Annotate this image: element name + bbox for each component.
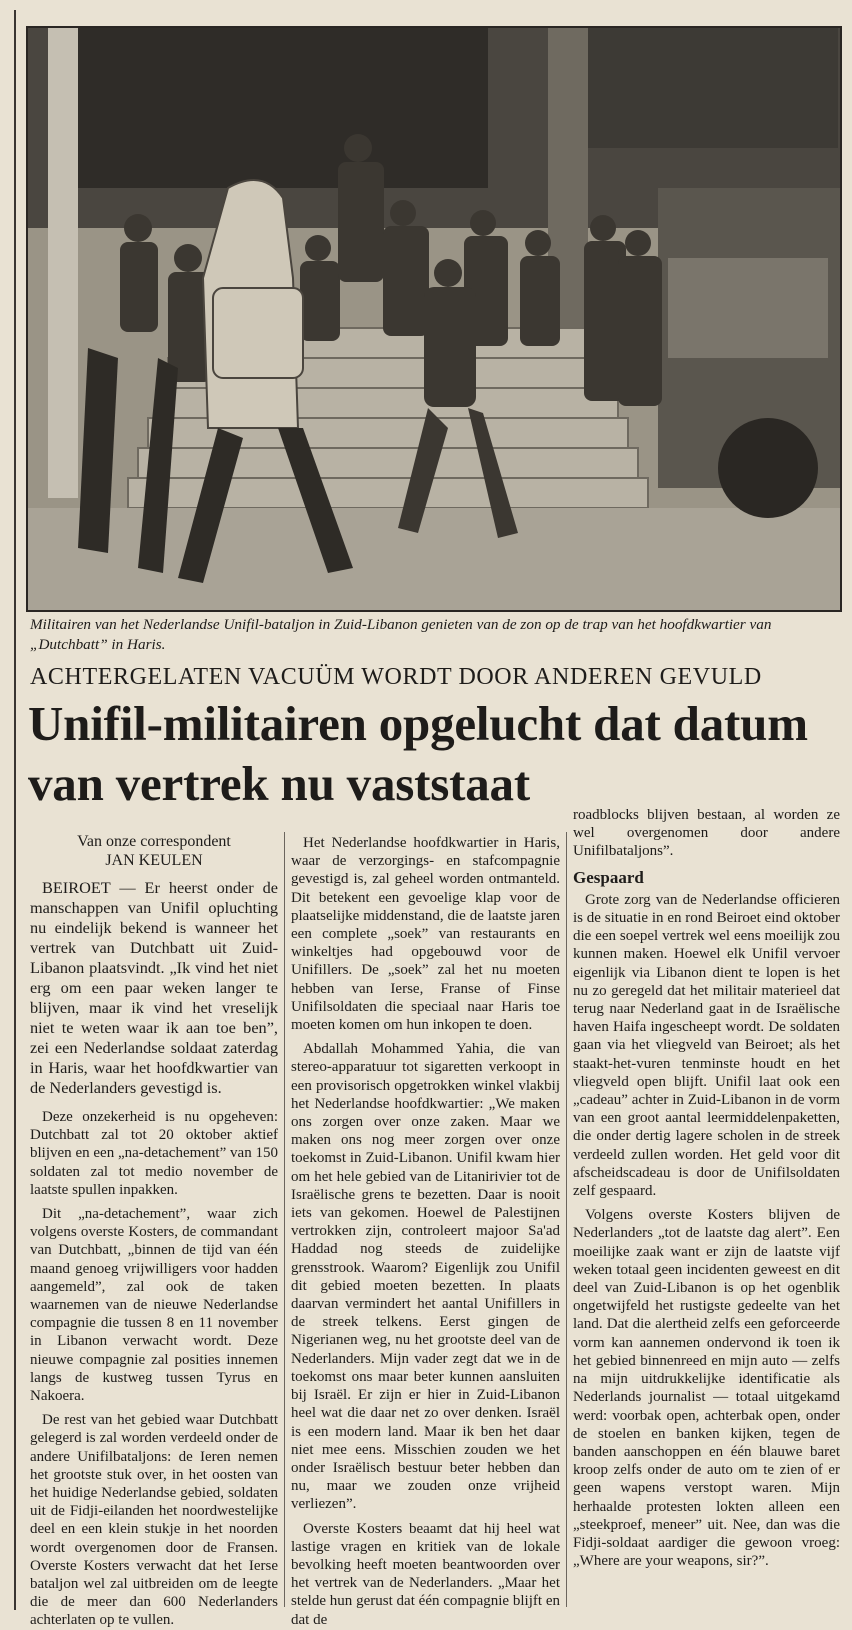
column-rule xyxy=(284,832,285,1607)
main-headline: Unifil-militairen opgelucht dat datum van vertrek nu vaststaat xyxy=(28,696,808,811)
soldiers-on-stairs-photo xyxy=(28,28,840,610)
paragraph: Deze onzekerheid is nu opgeheven: Dutchbatt zal tot 20 oktober aktief blijven en een „na-detachement” van 150 soldaten zal tot medio november de laatste spullen inpakken. xyxy=(30,1109,278,1198)
paragraph: Overste Kosters beaamt dat hij heel wat lastige vragen en kritiek van de lokale bevolking heeft moeten beantwoorden over het vertrek van de Nederlanders. „Maar het stelde hun gerust dat één compagnie blijft en dat de xyxy=(291,1520,560,1628)
paragraph: Het Nederlandse hoofdkwartier in Haris, waar de verzorgings- en stafcompagnie gevestigd is, zal geheel worden ontmanteld. Dit betekent een gevoelige klap voor de plaatselijke middenstand, die de laatste jaren een complete „soek” van restaurants en winkeltjes had opgebouwd voor de Unifillers. De „soek” zal het nu moeten hebben van Ierse, Franse of Finse Unifilsoldaten die speciaal naar Haris toe moeten komen om hun inkopen te doen. xyxy=(291,835,560,1034)
article-column-1 xyxy=(30,832,278,1630)
lead-paragraph: BEIROET — Er heerst onder de manschappen van Unifil opluchting nu eindelijk bekend is wanneer het vertrek van Dutchbatt uit Zuid-Libanon plaatsvindt. „Ik vind het niet erg om een paar weken langer te blijven, maar ik vind het vreselijk niet te weten waar ik aan toe ben”, zei een Nederlandse soldaat zaterdag in Haris, waar het hoofdkwartier van de Nederlanders gevestigd is. xyxy=(30,878,278,1097)
paragraph: De rest van het gebied waar Dutchbatt gelegerd is zal worden verdeeld onder de andere Unifilbataljons: de Ieren nemen het grootste stuk over, in het oosten van het huidige Nederlandse gebied, soldaten uit de Fidji-eilanden het noordwestelijke deel en een klein stukje in het noorden wordt overgenomen door de Fransen. Overste Kosters verwacht dat het Ierse bataljon wel zal uitbreiden om de leegte die de meer dan 600 Nederlanders achterlaten op te vullen. xyxy=(30,1412,278,1629)
byline-role: Van onze correspondent xyxy=(77,833,231,850)
photo-caption: Militairen van het Nederlandse Unifil-bataljon in Zuid-Libanon genieten van de zon op de trap van het hoofdkwartier van „Dutchbatt” in Haris. xyxy=(30,616,772,653)
kicker-headline: ACHTERGELATEN VACUÜM WORDT DOOR ANDEREN GEVULD xyxy=(30,664,762,690)
paragraph: Abdallah Mohammed Yahia, die van stereo-apparatuur tot sigaretten verkoopt in een provisorisch opgetrokken winkel vlakbij het Nederlandse hoofdkwartier: „We maken ons zorgen over onze zaken. Maar we maken ons nog meer zorgen over onze toekomst in Zuid-Libanon. Unifil kwam hier om het hele gebied van de Litanirivier tot de Israëlische grens te bezetten. Daar is nooit iets van gekomen. Hoewel de Palestijnen vertrokken zijn, controleert majoor Sa'ad Haddad nog steeds de zuidelijke grensstrook. Waarom? Eigenlijk zou Unifil dit gebied moeten bezetten. In plaats daarvan vermindert het aantal Unifillers in de streek telkens. Eerst gingen de Nigerianen weg, nu het grootste deel van de Nederlanders. Mijn vader zegt dat we in de toekomst ons maar beter kunnen aansluiten bij Israël. Er zijn er hier in Zuid-Libanon heel wat die daar net zo over denken. Israël is een modern land. Maar ik ben het daar niet mee eens. Misschien zouden we het onder Israëlisch bestuur beter hebben dan nu, maar we zouden onze vrijheid verliezen”. xyxy=(291,1041,560,1513)
left-border-rule xyxy=(14,10,16,1610)
paragraph: Volgens overste Kosters blijven de Nederlanders „tot de laatste dag alert”. Een moeilijke zaak want er zijn de laatste vijf weken totaal geen incidenten geweest en dit deel van Zuid-Libanon is op het ogenblik ongetwijfeld het rustigste gedeelte van het land. Dat die alertheid zelfs een geforceerde vorm kan aannemen ondervond ik toen ik het gebied binnenreed en mijn auto — zelfs na mijn uitdrukkelijke identificatie als Nederlands journalist — totaal uitgekamd werd: voorbak open, achterbak open, onder de stoelen en banken kijken, tegen de banden aanschoppen en één blauwe baret kroop zelfs onder de auto om te zien of er geen wapens verstopt waren. Mijn herhaalde protesten lokten alleen een „steekproef, meneer” uit. Nee, dan was die Fidji-soldaat aardiger die gewoon vroeg: „Where are your weapons, sir?”. xyxy=(573,1207,840,1570)
column-rule xyxy=(566,832,567,1607)
subheading: Gespaard xyxy=(573,867,644,887)
article-column-3 xyxy=(573,806,840,1570)
article-column-2 xyxy=(291,834,560,1629)
byline-author: JAN KEULEN xyxy=(105,852,203,869)
paragraph: roadblocks blijven bestaan, al worden ze wel overgenomen door andere Unifilbataljons”. xyxy=(573,807,840,860)
paragraph: Grote zorg van de Nederlandse officieren is de situatie in en rond Beiroet eind oktober die een soepel vertrek wel eens moeilijk zou kunnen maken. Hoewel elk Unifil vervoer eigenlijk via Libanon dient te lopen is het nu zo geregeld dat het militair materieel dat terug naar Nederland gaat in de Israëlische haven Haifa ingescheept wordt. De soldaten gaan via het vliegveld van Beiroet; als het staakt-het-vuren tenminste houdt en het vliegveld open blijft. Unifil laat ook een „cadeau” achter in Zuid-Libanon in de vorm van een groot aantal leermiddelenpaketten, die onder dertig lagere scholen in de streek verdeeld zullen worden. Het geld voor dit afscheidscadeau is door de Unifilsoldaten zelf gespaard. xyxy=(573,891,840,1200)
paragraph: Dit „na-detachement”, waar zich volgens overste Kosters, de commandant van Dutchbatt, „binnen de tijd van één maand genoeg vrijwilligers voor hadden aangemeld”, zal ook de taken waarnemen van de nieuwe Nederlandse compagnie die tussen 8 en 11 november in Libanon verwacht wordt. Deze nieuwe compagnie zal posities innemen langs de kustweg tussen Tyrus en Nakoera. xyxy=(30,1206,278,1405)
byline xyxy=(30,832,278,870)
news-photo xyxy=(26,26,842,612)
